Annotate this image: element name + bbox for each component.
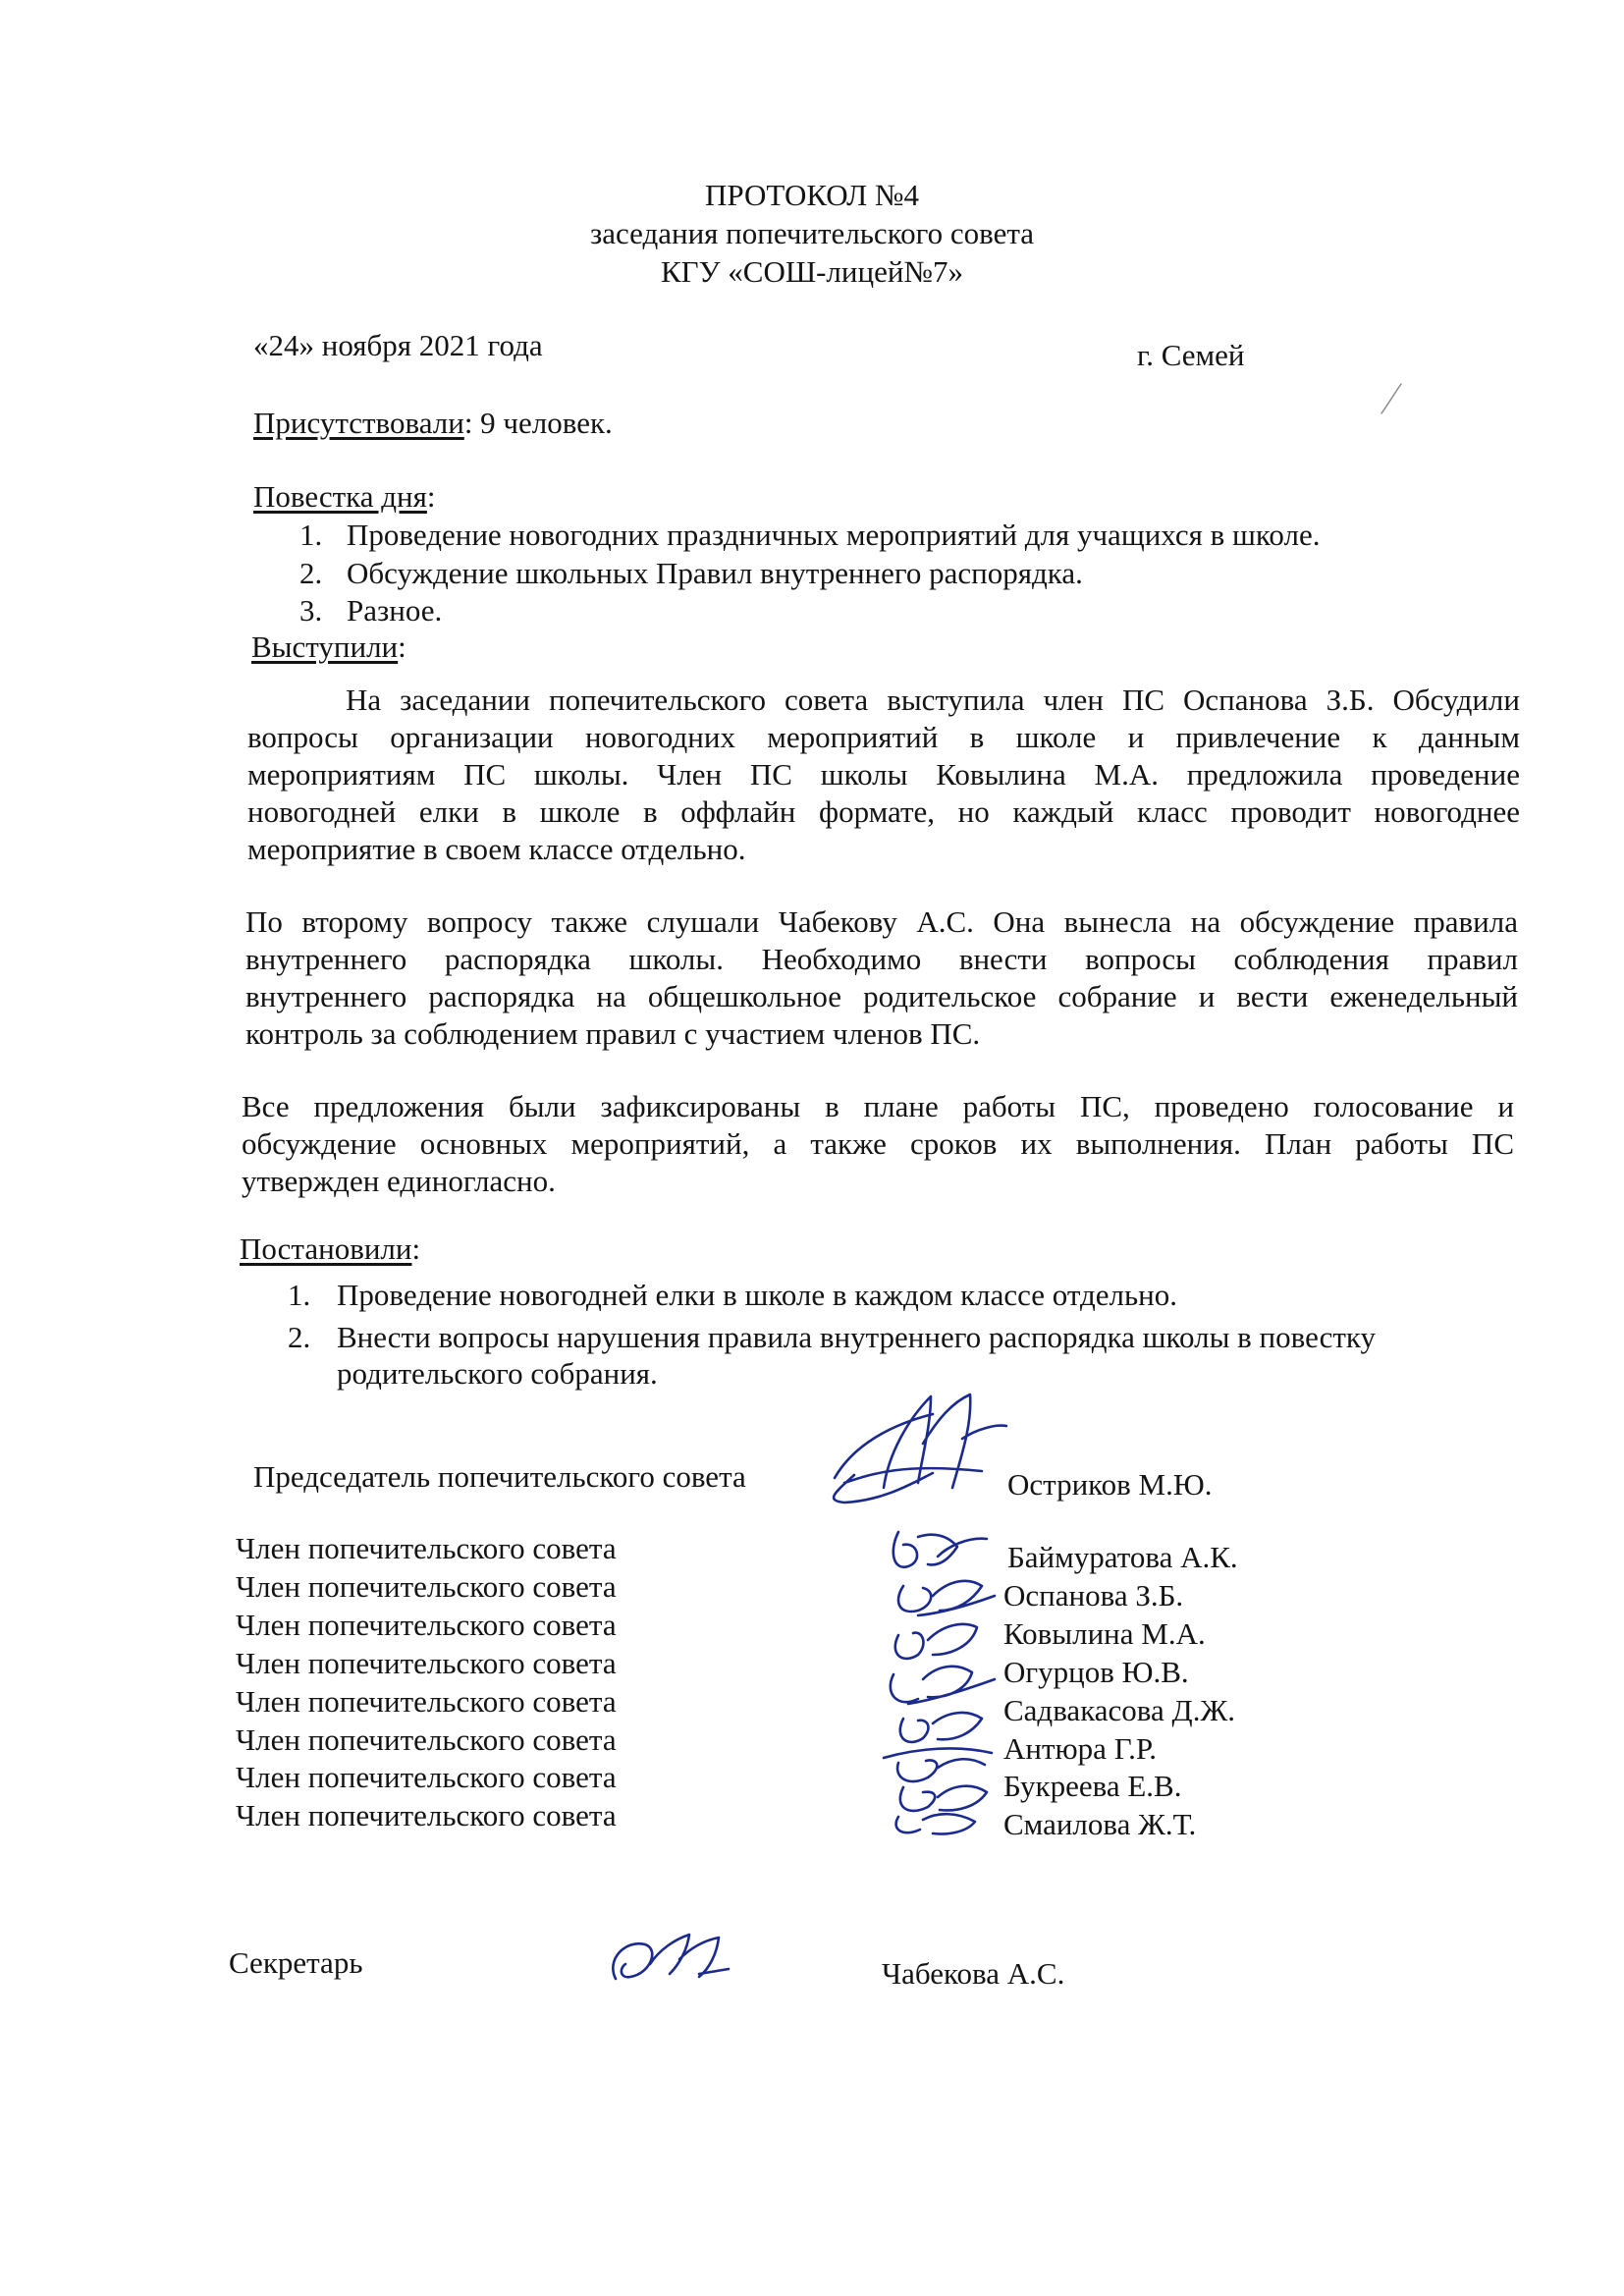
- decision-item: 2.: [288, 1320, 311, 1354]
- agenda-item: 2.: [299, 556, 323, 590]
- stray-mark: [1377, 379, 1406, 418]
- member-name: Огурцов Ю.В.: [1003, 1655, 1189, 1689]
- member-name: Антюра Г.Р.: [1003, 1731, 1157, 1766]
- speakers-label: Выступили: [251, 629, 399, 664]
- member-role: Член попечительского совета: [236, 1531, 617, 1565]
- secretary-role: Секретарь: [229, 1945, 363, 1980]
- agenda-item-text: Проведение новогодних праздничных мероприятий для учащихся в школе.: [347, 518, 1321, 552]
- member-role: Член попечительского совета: [236, 1569, 617, 1604]
- member-name: Ковылина М.А.: [1003, 1616, 1206, 1651]
- school-name: КГУ «СОШ-лицей№7»: [660, 254, 964, 289]
- meeting-date: «24» ноября 2021 года: [253, 328, 543, 362]
- secretary-signature: [601, 1920, 748, 1998]
- attendance-label: Присутствовали: [253, 406, 464, 440]
- decision-item-text: Внести вопросы нарушения правила внутреннего распорядка школы в повестку: [337, 1320, 1377, 1354]
- member-name: Оспанова З.Б.: [1003, 1578, 1184, 1613]
- speakers-paragraph-1: На заседании попечительского совета выступила член ПС Оспанова З.Б. Обсудили вопросы организации новогодних мероприятий в школе и привлечение к данным мероприятиям ПС школы. Член ПС школы Ковылина М.А. предложила проведение новогодней елки в школе в оффлайн формате, но каждый класс проводит новогоднее мероприятие в своем классе отдельно.: [247, 683, 1520, 866]
- protocol-subtitle: заседания попечительского совета: [589, 216, 1035, 250]
- member-role: Член попечительского совета: [236, 1798, 617, 1832]
- member-role: Член попечительского совета: [236, 1608, 617, 1642]
- chairman-name: Остриков М.Ю.: [1007, 1467, 1213, 1502]
- meeting-city: г. Семей: [1137, 338, 1245, 372]
- member-name: Садвакасова Д.Ж.: [1003, 1693, 1235, 1727]
- decision-item-text: Проведение новогодней елки в школе в каждом классе отдельно.: [337, 1278, 1177, 1312]
- decisions-label: Постановили: [240, 1231, 412, 1266]
- member-role: Член попечительского совета: [236, 1684, 617, 1719]
- chairman-role: Председатель попечительского совета: [253, 1459, 746, 1494]
- member-name: Смаилова Ж.Т.: [1003, 1807, 1197, 1841]
- chairman-signature: [815, 1385, 1011, 1512]
- speakers-heading: Выступили:: [251, 629, 406, 664]
- decision-item-text: родительского собрания.: [337, 1356, 658, 1391]
- member-role: Член попечительского совета: [236, 1722, 617, 1757]
- agenda-item: 3.: [299, 593, 323, 628]
- decisions-heading: Постановили:: [240, 1231, 421, 1266]
- agenda-item-text: Обсуждение школьных Правил внутреннего распорядка.: [347, 556, 1083, 590]
- member-name: Баймуратова А.К.: [1007, 1540, 1238, 1574]
- decision-item: 1.: [288, 1278, 311, 1312]
- secretary-name: Чабекова А.С.: [882, 1956, 1065, 1991]
- member-signatures: [879, 1517, 1006, 1841]
- agenda-item-text: Разное.: [347, 593, 443, 628]
- attendance-count: : 9 человек.: [463, 406, 613, 440]
- speakers-paragraph-2: По второму вопросу также слушали Чабекову А.С. Она вынесла на обсуждение правила внутреннего распорядка школы. Необходимо внести вопросы соблюдения правил внутреннего распорядка на общешкольное родительское собрание и вести еженедельный контроль за соблюдением правил с участием членов ПС.: [245, 904, 1518, 1051]
- speakers-paragraph-3: Все предложения были зафиксированы в плане работы ПС, проведено голосование и обсуждение основных мероприятий, а также сроков их выполнения. План работы ПС утвержден единогласно.: [242, 1089, 1514, 1198]
- agenda-label: Повестка дня: [253, 479, 427, 514]
- attendance-line: [253, 405, 613, 442]
- member-name: Букреева Е.В.: [1003, 1769, 1182, 1803]
- protocol-title: ПРОТОКОЛ №4: [705, 178, 919, 212]
- agenda-item: 1.: [299, 518, 323, 552]
- member-role: Член попечительского совета: [236, 1760, 617, 1794]
- agenda-heading: Повестка дня:: [253, 479, 436, 514]
- member-role: Член попечительского совета: [236, 1646, 617, 1680]
